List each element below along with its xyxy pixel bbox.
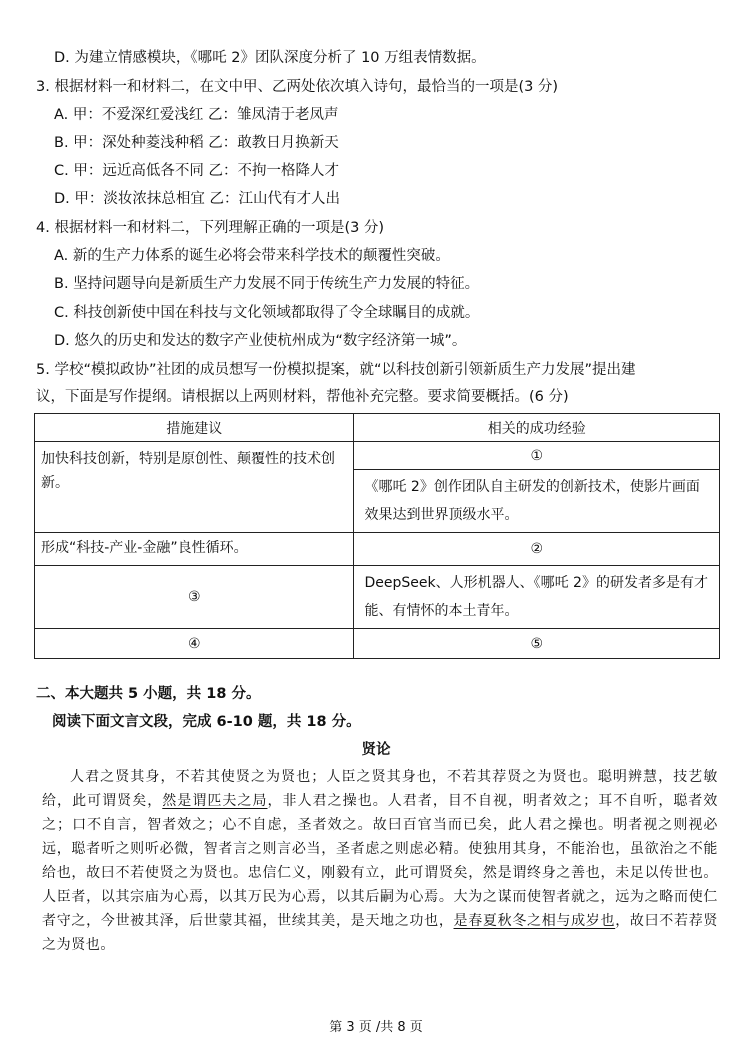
table-row: [35, 533, 720, 566]
row1-measure: 加快科技创新，特别是原创性、颠覆性的技术创新。: [35, 442, 354, 533]
underlined-sentence-2: 是春夏秋冬之相与成岁也: [453, 913, 616, 929]
blank-2: ②: [354, 533, 720, 566]
q3-option-a: A. 甲：不爱深红爱浅红 乙：雏凤清于老凤声: [54, 107, 339, 123]
table-header-row: [35, 414, 720, 442]
q5-stem-line2: 议，下面是写作提纲。请根据以上两则材料，帮他补充完整。要求简要概括。(6 分): [36, 389, 569, 405]
q3-option-d: D. 甲：淡妆浓抹总相宜 乙：江山代有才人出: [54, 191, 340, 207]
passage-text-1: 人君之贤其身，不若其使贤之为贤也；人臣之贤其身也，不若其荐贤之为贤也。聪明辨慧，技艺敏给，此可谓贤矣，: [42, 769, 718, 809]
passage-text-2: ，非人君之操也。人君者，目不自视，明者效之；耳不自听，聪者效之；口不自言，智者效之；心不自虑，圣者效之。故曰百官当而已矣，此人君之操也。明者视之则视必远，聪者听之则听必微，智者言之则言必当，圣者虑之则虑必精。使独用其身，不能治也，虽欲治之不能给也，故曰不若使贤之为贤也。忠信仁义，刚毅有立，此可谓贤矣，然是谓终身之善也，未足以传世也。人臣者，以其宗庙为心焉，以其万民为心焉，以其后嗣为心焉。大为之谋而使智者就之，远为之略而使仁者守之，今世被其泽，后世蒙其福，世续其美，是天地之功也，: [42, 793, 719, 929]
q3-option-c: C. 甲：远近高低各不同 乙：不拘一格降人才: [54, 163, 339, 179]
blank-1: ①: [354, 442, 720, 470]
section-instruction: 阅读下面文言文段，完成 6-10 题，共 18 分。: [52, 714, 361, 730]
passage-text-3: ，故曰不若荐贤之为贤也。: [42, 913, 718, 953]
row1-example: 《哪吒 2》创作团队自主研发的创新技术，使影片画面效果达到世界顶级水平。: [354, 470, 720, 533]
q3-option-b: B. 甲：深处种菱浅种稻 乙：敢教日月换新天: [54, 135, 339, 151]
row2-measure: 形成“科技-产业-金融”良性循环。: [35, 533, 354, 566]
page-footer: 第 3 页 /共 8 页: [329, 1020, 423, 1035]
proposal-outline-table: [34, 413, 720, 659]
q3-stem: 3. 根据材料一和材料二，在文中甲、乙两处依次填入诗句，最恰当的一项是(3 分): [36, 79, 559, 95]
blank-5: ⑤: [354, 629, 720, 659]
header-experience: 相关的成功经验: [354, 414, 720, 442]
blank-3: ③: [35, 566, 354, 629]
q4-option-b: B. 坚持问题导向是新质生产力发展不同于传统生产力发展的特征。: [54, 276, 480, 292]
table-row: [35, 566, 720, 629]
row3-experience: DeepSeek、人形机器人、《哪吒 2》的研发者多是有才能、有情怀的本土青年。: [354, 566, 720, 629]
table-row: [35, 442, 720, 470]
header-measures: 措施建议: [35, 414, 354, 442]
table-row: [35, 629, 720, 659]
section-heading: 二、本大题共 5 小题，共 18 分。: [36, 686, 261, 702]
q2-option-d: D. 为建立情感模块，《哪吒 2》团队深度分析了 10 万组表情数据。: [54, 50, 486, 66]
q5-stem-line1: 5. 学校“模拟政协”社团的成员想写一份模拟提案，就“以科技创新引领新质生产力发展”提出建: [36, 362, 636, 378]
blank-4: ④: [35, 629, 354, 659]
q4-stem: 4. 根据材料一和材料二，下列理解正确的一项是(3 分): [36, 220, 385, 236]
passage-title: 贤论: [361, 742, 391, 758]
classical-passage: [42, 765, 718, 957]
q4-option-a: A. 新的生产力体系的诞生必将会带来科学技术的颠覆性突破。: [54, 248, 450, 264]
q4-option-c: C. 科技创新使中国在科技与文化领域都取得了令全球瞩目的成就。: [54, 305, 480, 321]
underlined-sentence-1: 然是谓匹夫之局: [162, 793, 268, 809]
q4-option-d: D. 悠久的历史和发达的数字产业使杭州成为“数字经济第一城”。: [54, 333, 467, 349]
